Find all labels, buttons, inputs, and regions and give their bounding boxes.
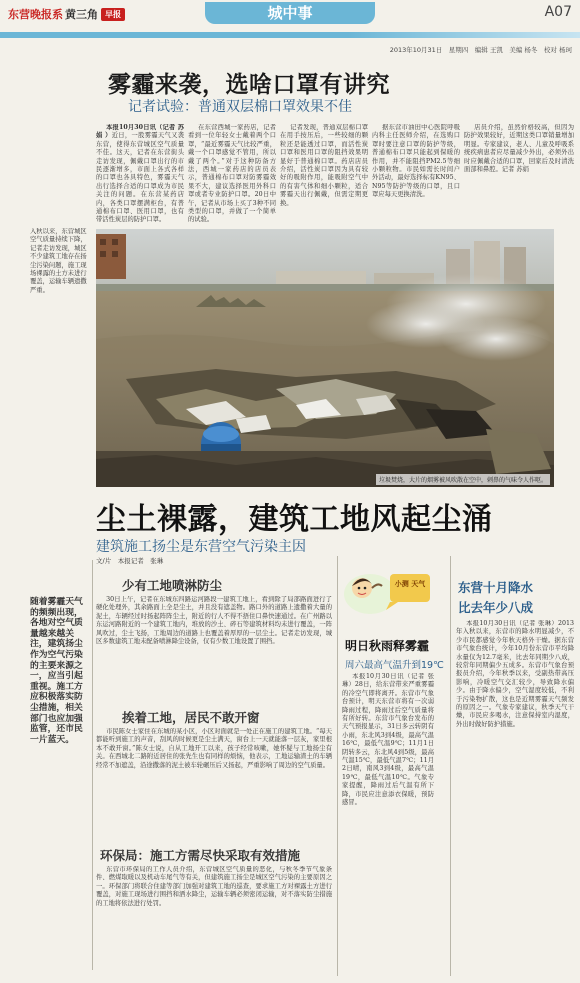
article1-col1-text: 近日，一股雾霾天气又袭东营，使得东营城区空气质量不佳。这天，记者在东营街头走访发现，佩戴口罩出行的市民逐渐增多，市面上各式各样的口罩也各具特色，雾霾天气出行选择合适的口罩成为市民关注的问题。在东营某药店内，各类口罩摆满柜台，有普通棉布口罩、医用口罩，也有带活性炭层的防护口罩。 <box>96 132 184 224</box>
dateline: 2013年10月31日 星期四 编辑 王凯 美编 杨冬 校对 杨珂 <box>389 46 572 54</box>
rainfall-headline-line1: 东营十月降水 <box>458 580 534 595</box>
article2-section2-text: 市民陈女士家住在东城的某小区，小区对面就是一处正在施工的建筑工地。“每天都能听到施工的声音，刮风的时候更是尘土满天，窗台上一天就能落一层灰，家里根本不敢开窗。”陈女士说，自从工地开工以来，孩子经常咳嗽，她怀疑与工地扬尘有关。在西城北二路附近居住的张先生也有同样的烦恼，他表示，工地运输渣土的车辆经常不加遮盖，沿途撒落的泥土被车轮碾压后又扬起，严重影响了周边的空气质量。 <box>96 728 332 769</box>
editorial-comment: 随着雾霾天气的频频出现，各地对空气质量越来越关注，建筑扬尘作为空气污染的主要来源之一，应当引起重视。施工方应积极落实防尘措施，相关部门也应加强监管，还市民一片蓝天。 <box>30 597 83 745</box>
article2-section1-title: 少有工地喷淋防尘 <box>122 578 223 593</box>
article2-section2-title: 挨着工地，居民不敢开窗 <box>122 710 260 725</box>
article2-headline: 尘土裸露，建筑工地风起尘涌 <box>96 502 493 537</box>
article2-section3-title: 环保局：施工方需尽快采取有效措施 <box>100 848 301 863</box>
column-divider <box>450 556 451 976</box>
article2-section1-text: 30日上午，记者在东城东四路运河路段一建筑工地上，看到除了局部路面进行了硬化处理外，其余路面上全是尘土，并且没有遮盖物。路口外的道路上遗撒着大量的泥土，车辆经过时扬起阵阵尘土，附近的行人不得不捂住口鼻快速通过。在广州路以东运河路附近的一个建筑工地内，堆放的沙土、碎石等建筑材料均未进行覆盖，一阵风吹过，尘土飞扬，工地周边的道路上也覆盖着厚厚的一层尘土。记者走访发现，城区多数建筑工地未配备喷淋降尘设备，仅有少数工地设置了围挡。 <box>96 596 332 646</box>
rainfall-body <box>456 620 574 972</box>
article1-column-4 <box>372 124 460 224</box>
article1-column-5 <box>464 124 574 224</box>
article2-subhead: 建筑施工扬尘是东营空气污染主因 <box>96 539 306 555</box>
brand-name: 东营晚报系 <box>8 8 63 21</box>
weather-headline: 明日秋雨释雾霾 <box>345 639 430 653</box>
article2-section3-body <box>96 866 332 974</box>
photo-caption: 垃圾焚烧，大片的烟雾被风吹散在空中，刺鼻的气味令人作呕。 <box>376 474 550 485</box>
news-photo <box>96 229 554 487</box>
left-sidebar-text: 入秋以来，东营城区空气质量持续下降，记者走访发现，城区不少建筑工地存在扬尘污染问题，施工现场裸露的土方未进行覆盖，运输车辆遗撒严重。 <box>30 228 87 294</box>
section-title: 城中事 <box>205 2 375 24</box>
weather-body-text: 本报10月30日讯（记者 张琳）28日，给东营带来严重雾霾的冷空气即将离开。东营市气象台预计，明天东营市将有一次弱降雨过程，降雨过后空气质量将有所好转。东营市气象台发布的天气预报显示，31日多云转阴有小雨，东北风3到4级，最高气温16℃，最低气温9℃；11月1日阴转多云，东北风4到5级，最高气温15℃，最低气温7℃；11月2日晴，南风3到4级，最高气温19℃，最低气温10℃。气象专家提醒，降雨过后气温有所下降，市民应注意添衣保暖，预防感冒。 <box>342 673 434 807</box>
article1-col2-text: 在东营西城一家药店，记者看到一位年轻女士戴着两个口罩，“最近雾霾天气比较严重，戴一个口罩感觉不管用，所以戴了两个。”对于这种防备方法，西城一家药店的店员表示，普通棉布口罩对防雾霾效果不大，建议选择医用外科口罩或者专业防护口罩。20日中午，记者从市场上买了3种不同类型的口罩，并做了一个简单的试验。 <box>188 124 276 224</box>
article2-section1-body <box>96 596 332 704</box>
weather-body <box>342 673 434 973</box>
weather-cartoon-icon <box>342 558 434 618</box>
article1-lead: 本报10月30日讯（记者 苏娟 ） <box>96 124 184 140</box>
article1-column-3 <box>280 124 368 224</box>
header-bar <box>0 32 580 38</box>
rainfall-body-text: 本报10月30日讯（记者 张琳）2013年入秋以来，东营市的降水明显减少，不少市民都感觉今年秋天格外干燥。据东营市气象台统计，今年10月份东营市平均降水量仅为12.7毫米，比去年同期少八成，较常年同期偏少五成多。东营市气象台预报员介绍，今年秋季以来，受副热带高压影响，冷暖空气交汇较少，导致降水偏少。由于降水偏少，空气湿度较低，不利于污染物扩散，这也是近期雾霾天气频发的原因之一。气象专家建议，秋季天气干燥，市民应多喝水，注意保持室内湿度，外出时做好防护措施。 <box>456 620 574 728</box>
article1-col4-text: 据东营市油田中心医院呼吸内科主任医师介绍，在选购口罩时要注意口罩的防护等级，普通棉布口罩只能起到保暖的作用，并不能阻挡PM2.5等细小颗粒物。市民如需长时间户外活动，最好选择标有KN95、N95等防护等级的口罩，且口罩应每天更换清洗。 <box>372 124 460 199</box>
weather-subhead: 周六最高气温升到19℃ <box>345 660 444 671</box>
brand-sub: 黄三角 <box>65 8 98 21</box>
article2-section2-body <box>96 728 332 840</box>
article1-column-1 <box>96 124 184 224</box>
article1-headline: 雾霾来袭，选啥口罩有讲究 <box>108 72 390 98</box>
rainfall-headline-line2: 比去年少八成 <box>458 600 534 615</box>
column-divider <box>337 556 338 976</box>
brand-logo <box>8 6 125 22</box>
article2-byline: 文/片 本报记者 张琳 <box>96 557 164 565</box>
construction-site-illustration <box>96 229 554 487</box>
page-number: A07 <box>544 4 572 20</box>
article1-col5-text: 店员介绍，虽然价格较高，但因为防护效果较好，近期这类口罩销量增加明显。专家建议，老人、儿童及呼吸系统疾病患者应尽量减少外出，必须外出时应佩戴合适的口罩，回家后及时清洗面部和鼻腔。记者 苏娟 <box>464 124 574 174</box>
article1-column-2 <box>188 124 276 224</box>
brand-pill: 早报 <box>101 8 125 21</box>
masthead <box>0 0 580 40</box>
cartoon-label: 小测 天气 <box>394 580 426 588</box>
column-divider <box>92 560 93 970</box>
weather-cartoon <box>342 558 434 618</box>
article2-section3-text: 东营市环保局的工作人员介绍，东营城区空气质量的恶化，与秋冬季节气象条件、燃煤取暖以及机动车尾气等有关，但建筑施工扬尘是城区空气污染的主要原因之一。环保部门将联合住建等部门加强对建筑工地的巡查，要求施工方对裸露土方进行覆盖，对施工现场进行围挡和洒水降尘，运输车辆必须密闭运输，对不落实防尘措施的工地将依法进行处罚。 <box>96 866 332 907</box>
article1-col3-text: 记者发现，普通双层棉口罩在用手按压后，一些较细的颗粒还是能透过口罩，而活性炭口罩和医用口罩的阻挡效果明显好于普通棉口罩。药店店员介绍，活性炭口罩因为具有较好的吸附作用，能吸附空气中的有害气体和细小颗粒，适合雾霾天出行佩戴，但需定期更换。 <box>280 124 368 207</box>
article1-subhead: 记者试验：普通双层棉口罩效果不佳 <box>128 99 352 115</box>
